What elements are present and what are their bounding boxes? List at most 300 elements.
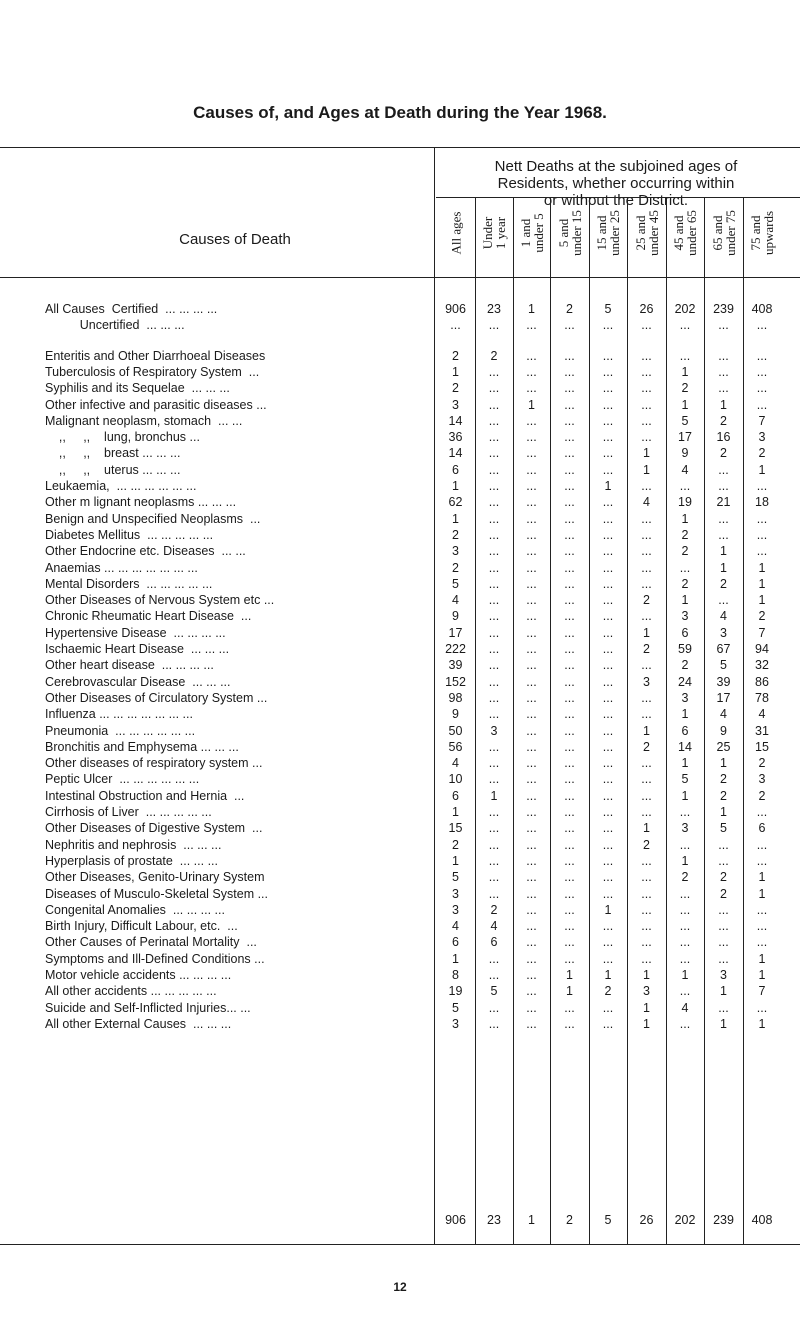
- table-cell: ...: [526, 381, 537, 396]
- table-cell: 5: [452, 1000, 459, 1015]
- table-cell: 1: [758, 560, 766, 575]
- table-cell: ...: [526, 739, 537, 754]
- table-cell: 1: [643, 1000, 650, 1015]
- table-cell: ...: [488, 853, 500, 868]
- table-cell: ...: [488, 495, 500, 510]
- table-row: [0, 593, 800, 609]
- table-cell: 6: [452, 788, 459, 803]
- table-cell: 1: [720, 544, 727, 559]
- table-cell: 32: [755, 658, 769, 673]
- table-cell: ...: [564, 479, 575, 493]
- table-cell: 1: [681, 756, 689, 771]
- age-column-label: 65 and under 75: [709, 210, 738, 256]
- table-cell: ...: [564, 739, 575, 754]
- table-row: [0, 887, 800, 903]
- table-cell: ...: [526, 430, 537, 445]
- table-cell: 1: [758, 951, 766, 966]
- table-cell: ...: [718, 381, 729, 396]
- table-cell: 2: [643, 593, 650, 608]
- cause-label: Other m lignant neoplasms ... ... ...: [45, 495, 237, 510]
- cause-label: Motor vehicle accidents ... ... ... ...: [45, 968, 232, 982]
- table-cell: 6: [490, 935, 498, 950]
- table-cell: 5: [452, 870, 459, 885]
- table-cell: 222: [445, 642, 466, 656]
- table-cell: ...: [488, 544, 500, 559]
- table-cell: 5: [720, 658, 727, 673]
- table-cell: ...: [602, 951, 614, 966]
- table-cell: ...: [641, 805, 652, 819]
- table-row: [0, 658, 800, 674]
- table-cell: ...: [602, 837, 614, 852]
- table-cell: ...: [526, 821, 537, 836]
- table-cell: ...: [602, 593, 614, 608]
- cause-label: Cerebrovascular Disease ... ... ...: [45, 674, 231, 689]
- cause-label: Enteritis and Other Diarrhoeal Diseases: [45, 348, 266, 363]
- cause-label: Suicide and Self-Inflicted Injuries... ...: [45, 1000, 251, 1015]
- cause-label: Peptic Ulcer ... ... ... ... ... ...: [45, 772, 200, 787]
- table-cell: 1: [681, 593, 689, 608]
- cause-label: Other Diseases of Nervous System etc ...: [45, 593, 275, 608]
- table-cell: ...: [526, 593, 537, 608]
- table-row: [0, 512, 800, 528]
- table-cell: 6: [758, 821, 766, 836]
- table-cell: 1: [758, 593, 766, 608]
- table-cell: 1: [528, 302, 535, 316]
- table-cell: 1: [720, 805, 727, 819]
- table-cell: ...: [526, 902, 537, 917]
- table-cell: ...: [526, 348, 537, 363]
- table-cell: ...: [602, 544, 614, 559]
- table-top-rule: [0, 147, 800, 148]
- cause-label: Diseases of Musculo-Skeletal System ...: [45, 886, 268, 901]
- table-cell: 2: [720, 788, 727, 803]
- table-cell: ...: [679, 935, 691, 950]
- table-cell: 5: [681, 772, 689, 787]
- age-column-header: [475, 198, 513, 268]
- table-cell: 23: [487, 302, 501, 316]
- table-row: [0, 675, 800, 691]
- total-cell: 26: [639, 1213, 654, 1227]
- table-row: [0, 1017, 800, 1033]
- cause-label: Influenza ... ... ... ... ... ... ...: [45, 707, 193, 722]
- table-cell: ...: [526, 479, 537, 493]
- cause-label: Uncertified ... ... ...: [45, 318, 185, 333]
- table-cell: ...: [641, 576, 652, 591]
- cause-label: Syphilis and its Sequelae ... ... ...: [45, 381, 230, 396]
- table-cell: ...: [602, 430, 614, 445]
- age-column-header: [743, 198, 781, 268]
- table-cell: ...: [756, 511, 768, 526]
- cause-label: All other accidents ... ... ... ... ...: [45, 984, 217, 999]
- table-cell: ...: [564, 1000, 575, 1015]
- table-cell: 2: [681, 870, 689, 885]
- table-cell: ...: [488, 381, 500, 396]
- table-cell: ...: [679, 951, 691, 966]
- age-column-label: All ages: [448, 211, 463, 255]
- table-cell: ...: [488, 772, 500, 787]
- table-cell: 1: [720, 397, 727, 412]
- table-bottom-rule: [0, 1244, 800, 1245]
- main-header-line2: Residents, whether occurring within: [497, 175, 735, 192]
- table-cell: 19: [448, 984, 463, 999]
- table-cell: 59: [678, 642, 692, 656]
- table-cell: 1: [758, 968, 766, 982]
- table-cell: ...: [602, 853, 614, 868]
- table-cell: 2: [720, 886, 727, 901]
- table-cell: 9: [720, 723, 727, 738]
- table-cell: ...: [641, 413, 652, 428]
- table-cell: 94: [755, 642, 769, 656]
- table-cell: ...: [526, 495, 537, 510]
- table-cell: 1: [720, 1016, 727, 1031]
- table-row: [0, 952, 800, 968]
- table-cell: ...: [488, 364, 500, 379]
- table-cell: ...: [488, 805, 500, 819]
- table-cell: ...: [488, 397, 500, 412]
- page-title: Causes of, and Ages at Death during the Year 1968.: [193, 103, 607, 122]
- table-row: [0, 903, 800, 919]
- table-cell: ...: [526, 1016, 537, 1031]
- table-cell: 25: [716, 739, 731, 754]
- table-cell: ...: [679, 886, 691, 901]
- table-row: [0, 479, 800, 495]
- table-cell: ...: [488, 674, 500, 689]
- table-cell: ...: [488, 576, 500, 591]
- table-cell: ...: [526, 919, 537, 934]
- cause-label: Ischaemic Heart Disease ... ... ...: [45, 642, 230, 656]
- table-cell: ...: [756, 805, 768, 819]
- age-column-header: [627, 198, 666, 268]
- table-row: [0, 838, 800, 854]
- table-cell: ...: [564, 364, 575, 379]
- table-cell: 14: [448, 446, 463, 461]
- table-cell: ...: [641, 511, 652, 526]
- table-cell: 1: [452, 805, 459, 819]
- table-cell: ...: [641, 788, 652, 803]
- table-cell: ...: [488, 1016, 500, 1031]
- table-cell: 2: [566, 302, 573, 316]
- table-cell: 2: [758, 788, 766, 803]
- table-cell: ...: [602, 381, 614, 396]
- table-cell: ...: [488, 756, 500, 771]
- table-cell: ...: [488, 479, 500, 493]
- table-cell: ...: [526, 805, 537, 819]
- table-cell: ...: [488, 870, 500, 885]
- table-cell: 1: [758, 1016, 766, 1031]
- table-cell: ...: [488, 318, 500, 333]
- table-cell: ...: [526, 658, 537, 673]
- table-cell: ...: [526, 674, 537, 689]
- table-cell: ...: [564, 625, 575, 640]
- table-cell: ...: [641, 756, 652, 771]
- table-cell: ...: [526, 462, 537, 477]
- cause-label: ,, ,, lung, bronchus ...: [45, 430, 200, 445]
- table-cell: ...: [641, 902, 652, 917]
- table-cell: ...: [526, 984, 537, 999]
- table-cell: ...: [564, 560, 575, 575]
- table-cell: ...: [756, 935, 768, 950]
- cause-label: Hypertensive Disease ... ... ... ...: [45, 625, 226, 640]
- table-cell: 1: [452, 479, 459, 493]
- table-cell: 10: [448, 772, 463, 787]
- table-cell: 9: [452, 707, 459, 722]
- cause-label: All Causes Certified ... ... ... ...: [45, 302, 218, 316]
- table-cell: ...: [602, 707, 614, 722]
- total-cell: 2: [566, 1213, 573, 1227]
- table-cell: ...: [641, 544, 652, 559]
- table-cell: ...: [488, 642, 500, 656]
- table-cell: ...: [488, 690, 500, 705]
- cause-label: Other Diseases of Circulatory System ...: [45, 690, 268, 705]
- table-cell: ...: [756, 348, 768, 363]
- table-cell: 9: [452, 609, 459, 624]
- cause-label: Other infective and parasitic diseases ...: [45, 397, 267, 412]
- table-cell: ...: [641, 935, 652, 950]
- age-column-label: 75 and upwards: [748, 210, 776, 256]
- age-column-label: 5 and under 15: [555, 210, 584, 256]
- table-cell: ...: [526, 837, 537, 852]
- causes-column-header: Causes of Death: [179, 231, 291, 248]
- table-cell: ...: [526, 935, 537, 950]
- table-cell: 15: [448, 821, 463, 836]
- table-cell: ...: [526, 609, 537, 624]
- age-column-header: [589, 198, 627, 268]
- table-cell: ...: [641, 886, 652, 901]
- table-row: [0, 935, 800, 951]
- table-cell: ...: [526, 527, 537, 542]
- cause-label: Intestinal Obstruction and Hernia ...: [45, 788, 245, 803]
- table-cell: ...: [488, 707, 500, 722]
- table-cell: ...: [718, 511, 729, 526]
- table-cell: ...: [718, 853, 729, 868]
- table-cell: ...: [602, 935, 614, 950]
- table-cell: 31: [755, 723, 769, 738]
- table-cell: ...: [488, 968, 500, 982]
- table-cell: 1: [720, 560, 727, 575]
- table-cell: ...: [526, 707, 537, 722]
- table-cell: ...: [526, 723, 537, 738]
- table-cell: 2: [720, 772, 727, 787]
- table-cell: 408: [751, 302, 773, 316]
- table-cell: ...: [718, 364, 729, 379]
- table-cell: 3: [681, 690, 689, 705]
- table-cell: 1: [452, 951, 459, 966]
- table-row: [0, 577, 800, 593]
- table-cell: ...: [564, 318, 575, 333]
- table-cell: 7: [758, 984, 766, 999]
- table-cell: 1: [758, 462, 766, 477]
- table-cell: ...: [718, 951, 729, 966]
- table-cell: 2: [758, 756, 766, 771]
- table-cell: 1: [490, 788, 498, 803]
- table-cell: ...: [564, 674, 575, 689]
- table-cell: 21: [716, 495, 731, 510]
- table-cell: ...: [756, 364, 768, 379]
- table-cell: ...: [718, 919, 729, 934]
- table-cell: ...: [564, 381, 575, 396]
- table-row: [0, 609, 800, 625]
- table-cell: ...: [526, 318, 537, 333]
- table-cell: 1: [758, 886, 766, 901]
- table-cell: 906: [445, 302, 466, 316]
- table-cell: 6: [452, 935, 459, 950]
- table-cell: ...: [602, 723, 614, 738]
- table-cell: 1: [643, 723, 650, 738]
- table-cell: ...: [756, 381, 768, 396]
- table-cell: ...: [756, 837, 768, 852]
- table-cell: ...: [488, 1000, 500, 1015]
- table-cell: ...: [526, 951, 537, 966]
- table-cell: ...: [488, 593, 500, 608]
- cause-label: Chronic Rheumatic Heart Disease ...: [45, 609, 252, 624]
- table-cell: ...: [641, 560, 652, 575]
- table-cell: ...: [564, 935, 575, 950]
- cause-label: Other Endocrine etc. Diseases ... ...: [45, 544, 246, 559]
- table-cell: 3: [720, 625, 727, 640]
- table-cell: 2: [681, 544, 689, 559]
- table-cell: ...: [564, 527, 575, 542]
- table-cell: ...: [564, 723, 575, 738]
- table-cell: ...: [602, 1000, 614, 1015]
- table-cell: 6: [452, 462, 459, 477]
- table-cell: 14: [678, 739, 692, 754]
- table-cell: 18: [755, 495, 769, 510]
- table-cell: 2: [720, 413, 727, 428]
- table-row: [0, 919, 800, 935]
- table-cell: ...: [564, 772, 575, 787]
- table-cell: 1: [604, 902, 612, 917]
- table-cell: 1: [758, 576, 766, 591]
- table-cell: 5: [452, 576, 459, 591]
- table-cell: 50: [448, 723, 463, 738]
- total-cell: 1: [528, 1213, 535, 1227]
- total-cell: 408: [751, 1213, 773, 1227]
- total-cell: 906: [445, 1213, 466, 1227]
- table-cell: ...: [602, 805, 614, 819]
- table-cell: 1: [758, 870, 766, 885]
- table-cell: 5: [604, 302, 612, 316]
- age-column-header: [436, 198, 475, 268]
- cause-label: Malignant neoplasm, stomach ... ...: [45, 413, 243, 428]
- table-cell: 7: [758, 413, 766, 428]
- table-cell: ...: [756, 544, 768, 559]
- table-row: [0, 414, 800, 430]
- main-header-line3: or without the District.: [543, 192, 689, 209]
- table-cell: 3: [452, 397, 459, 412]
- cause-label: Anaemias ... ... ... ... ... ... ...: [45, 560, 198, 575]
- cause-label: ,, ,, breast ... ... ...: [45, 446, 181, 461]
- cause-label: All other External Causes ... ... ...: [45, 1016, 232, 1031]
- table-cell: 17: [716, 690, 731, 705]
- table-cell: 1: [604, 479, 612, 493]
- table-cell: 1: [528, 397, 535, 412]
- cause-label: Symptoms and Ill-Defined Conditions ...: [45, 951, 265, 966]
- table-cell: ...: [488, 739, 500, 754]
- table-cell: ...: [756, 853, 768, 868]
- table-cell: ...: [641, 658, 652, 673]
- table-cell: ...: [564, 756, 575, 771]
- table-row: [0, 381, 800, 397]
- table-row: [0, 984, 800, 1000]
- table-cell: ...: [641, 609, 652, 624]
- table-row: [0, 349, 800, 365]
- table-cell: ...: [602, 674, 614, 689]
- table-cell: ...: [718, 462, 729, 477]
- table-cell: ...: [526, 853, 537, 868]
- table-cell: ...: [564, 430, 575, 445]
- table-cell: ...: [679, 1016, 691, 1031]
- table-cell: ...: [641, 381, 652, 396]
- table-row: [0, 626, 800, 642]
- table-cell: ...: [564, 919, 575, 934]
- cause-label: Benign and Unspecified Neoplasms ...: [45, 511, 261, 526]
- table-cell: 1: [643, 446, 650, 461]
- table-cell: ...: [602, 527, 614, 542]
- table-cell: 1: [681, 788, 689, 803]
- table-cell: 8: [452, 968, 459, 982]
- table-row: [0, 495, 800, 511]
- table-cell: 1: [681, 511, 689, 526]
- table-cell: 2: [490, 348, 498, 363]
- table-cell: ...: [488, 821, 500, 836]
- cause-label: ,, ,, uterus ... ... ...: [45, 462, 181, 477]
- table-cell: ...: [526, 870, 537, 885]
- table-cell: 3: [758, 430, 766, 445]
- table-cell: 2: [758, 609, 766, 624]
- table-cell: 1: [643, 1016, 650, 1031]
- table-cell: ...: [602, 462, 614, 477]
- page-number: 12: [393, 1280, 407, 1294]
- table-cell: 4: [452, 593, 459, 608]
- table-row: [0, 789, 800, 805]
- table-cell: ...: [679, 984, 691, 999]
- table-cell: ...: [718, 593, 729, 608]
- table-cell: 1: [681, 853, 689, 868]
- cause-label: Other Causes of Perinatal Mortality ...: [45, 935, 257, 950]
- table-cell: ...: [564, 658, 575, 673]
- table-cell: ...: [488, 527, 500, 542]
- table-cell: 1: [681, 397, 689, 412]
- table-cell: ...: [602, 658, 614, 673]
- table-cell: 7: [758, 625, 766, 640]
- table-cell: 4: [720, 707, 727, 722]
- total-cell: 202: [674, 1213, 696, 1227]
- table-cell: 24: [678, 674, 692, 689]
- age-column-label: Under 1 year: [480, 216, 508, 250]
- table-cell: ...: [526, 690, 537, 705]
- table-cell: ...: [756, 318, 768, 333]
- table-cell: ...: [564, 609, 575, 624]
- table-cell: ...: [526, 511, 537, 526]
- table-cell: ...: [679, 837, 691, 852]
- table-cell: ...: [564, 397, 575, 412]
- table-row: [0, 756, 800, 772]
- table-cell: 1: [681, 707, 689, 722]
- table-cell: ...: [679, 805, 691, 819]
- cause-label: Other diseases of respiratory system ...: [45, 756, 263, 771]
- table-cell: ...: [602, 919, 614, 934]
- table-row: [0, 854, 800, 870]
- table-cell: 3: [643, 984, 650, 999]
- table-cell: ...: [488, 446, 500, 461]
- table-cell: ...: [641, 397, 652, 412]
- table-cell: ...: [488, 560, 500, 575]
- table-cell: ...: [564, 951, 575, 966]
- table-cell: ...: [679, 348, 691, 363]
- table-cell: 1: [566, 984, 573, 999]
- table-cell: 86: [755, 674, 769, 689]
- table-cell: ...: [602, 318, 614, 333]
